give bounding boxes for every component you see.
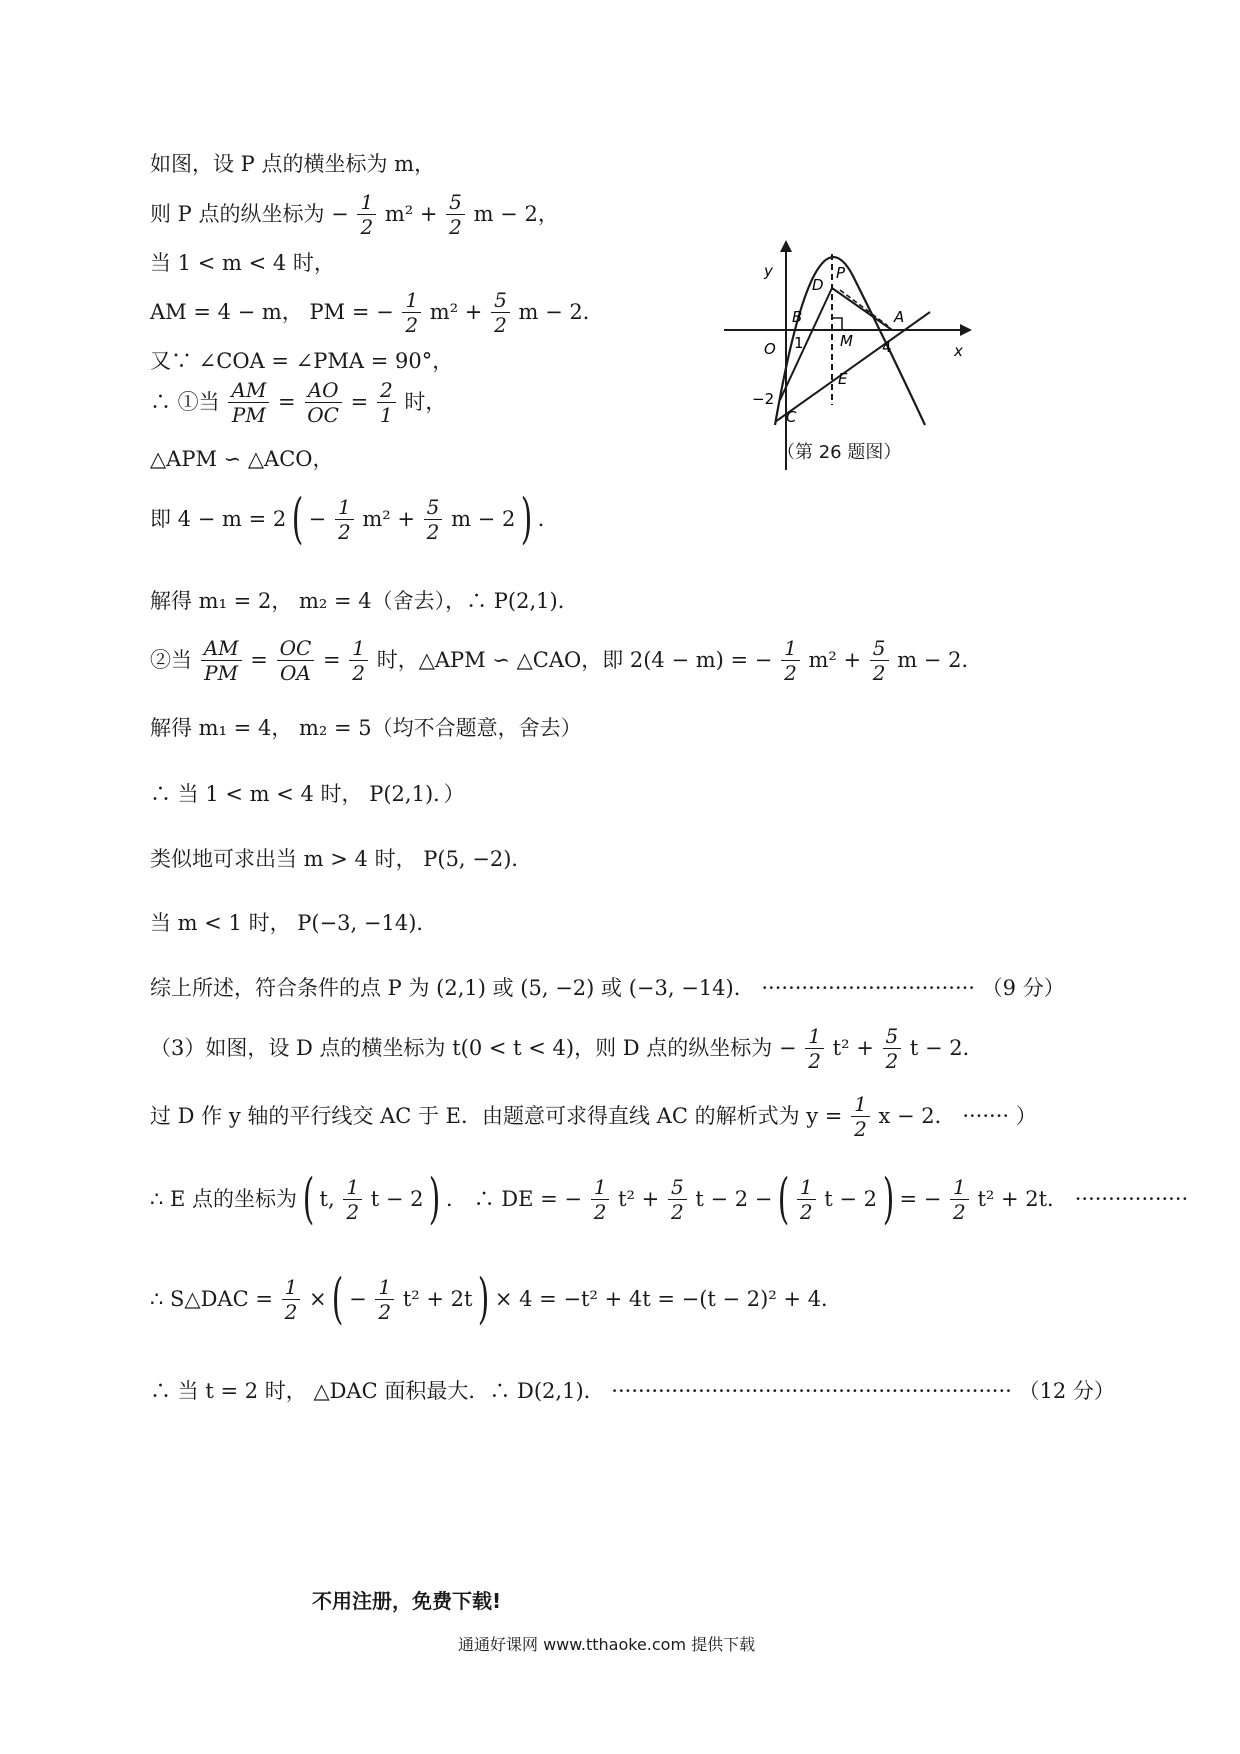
text: m² + <box>384 202 438 226</box>
text: 解得 m₁ = 2， m₂ = 4（舍去），∴ P(2,1)． <box>150 589 579 613</box>
fraction: $\frac{1}{2}$ <box>349 638 368 683</box>
fraction: $\frac{1}{2}$ <box>335 497 354 542</box>
solution-line-11 <box>150 717 582 739</box>
left-paren: ( <box>332 1267 344 1330</box>
fraction: $\frac{5}{2}$ <box>491 290 510 335</box>
fraction: $\frac{1}{2}$ <box>950 1177 969 1222</box>
text: × <box>309 1286 327 1311</box>
text: 类似地可求出当 m > 4 时， P(5, −2)． <box>150 847 533 871</box>
text: = <box>322 648 341 672</box>
fraction: $\frac{AM}{PM}$ <box>228 380 269 425</box>
fraction: $\frac{1}{2}$ <box>851 1094 870 1139</box>
text: 时， <box>404 390 447 414</box>
solution-line-17 <box>150 1094 1037 1139</box>
fraction: $\frac{5}{2}$ <box>668 1177 687 1222</box>
solution-line-20 <box>150 1380 1115 1402</box>
label-c: C <box>786 408 797 426</box>
text: t² + <box>832 1036 874 1060</box>
text: t − 2． <box>909 1036 984 1060</box>
figure-caption: （第 26 题图） <box>777 442 902 463</box>
label-one: 1 <box>794 334 804 352</box>
parabola-figure <box>720 240 980 470</box>
text: t² + 2t． ················· <box>977 1186 1189 1211</box>
text: 解得 m₁ = 4， m₂ = 5（均不合题意，舍去） <box>150 716 582 740</box>
text: ∴ 当 t = 2 时， △DAC 面积最大．∴ D(2,1)． ···························································· （12 分） <box>150 1379 1115 1403</box>
site-credit: 通通好课网 www.tthaoke.com 提供下载 <box>458 1635 756 1654</box>
fraction: $\frac{5}{2}$ <box>446 192 465 237</box>
text: × 4 = −t² + 4t = −(t − 2)² + 4． <box>494 1286 843 1311</box>
text: 综上所述，符合条件的点 P 为 (2,1) 或 (5, −2) 或 (−3, −14)． ································ （9 分） <box>150 976 1065 1000</box>
left-paren: ( <box>291 487 304 550</box>
text: − <box>349 1286 367 1311</box>
text: m − 2． <box>518 300 604 324</box>
text: ． <box>537 506 559 531</box>
text: m − 2， <box>473 202 559 226</box>
text: △APM ∽ △ACO， <box>150 447 334 471</box>
solution-line-18 <box>150 1167 1189 1230</box>
text: t² + <box>618 1186 660 1211</box>
right-angle-mark <box>832 318 842 330</box>
left-paren: ( <box>777 1167 790 1230</box>
label-d: D <box>812 276 824 294</box>
solution-line-6 <box>150 380 446 425</box>
promo-text: 不用注册，免费下载! <box>312 1589 502 1613</box>
text: ∴ S△DAC = <box>150 1286 273 1311</box>
solution-line-15 <box>150 977 1065 999</box>
solution-line-5 <box>150 350 453 372</box>
label-o: O <box>764 340 776 358</box>
text: ②当 <box>150 648 192 672</box>
label-a: A <box>894 308 905 326</box>
text: 过 D 作 y 轴的平行线交 AC 于 E．由题意可求得直线 AC 的解析式为 y = <box>150 1104 843 1128</box>
fraction: $\frac{1}{2}$ <box>357 192 376 237</box>
text: 如图，设 P 点的横坐标为 m， <box>150 152 436 176</box>
label-b: B <box>792 308 803 326</box>
text: AM = 4 − m， PM = − <box>150 300 394 324</box>
text: 当 1 < m < 4 时， <box>150 251 335 275</box>
solution-line-7 <box>150 448 334 470</box>
label-y: y <box>764 262 773 280</box>
text: = <box>277 390 296 414</box>
label-x: x <box>954 342 963 360</box>
text: x − 2． ······· ） <box>878 1104 1037 1128</box>
text: （3）如图，设 D 点的横坐标为 t(0 < t < 4)，则 D 点的纵坐标为 − <box>150 1036 797 1060</box>
solution-line-10 <box>150 638 982 683</box>
solution-line-12 <box>150 783 465 805</box>
fraction: $\frac{AO}{OC}$ <box>304 380 342 425</box>
fraction: $\frac{AM}{PM}$ <box>201 638 242 683</box>
solution-line-16 <box>150 1026 984 1071</box>
solution-line-19 <box>150 1267 843 1330</box>
text: ∴ ①当 <box>150 390 220 414</box>
label-four: 4 <box>882 338 892 356</box>
label-e: E <box>838 370 848 388</box>
text: m − 2． <box>897 648 983 672</box>
fraction: $\frac{1}{2}$ <box>591 1177 610 1222</box>
fraction: $\frac{5}{2}$ <box>424 497 443 542</box>
fraction: $\frac{1}{2}$ <box>375 1277 394 1322</box>
solution-line-3 <box>150 252 335 274</box>
text: 又∵ ∠COA = ∠PMA = 90°， <box>150 349 454 373</box>
label-p: P <box>836 264 846 282</box>
solution-line-14 <box>150 912 437 934</box>
text: m − 2 <box>451 506 516 531</box>
text: − <box>308 506 327 531</box>
solution-line-2 <box>150 192 559 237</box>
line-cd <box>780 288 832 400</box>
fraction: $\frac{5}{2}$ <box>870 638 889 683</box>
left-paren: ( <box>302 1167 315 1230</box>
fraction: $\frac{OC}{OA}$ <box>277 638 315 683</box>
text: m² + <box>808 648 862 672</box>
text: m² + <box>362 506 415 531</box>
text: ． ∴ DE = − <box>445 1186 582 1211</box>
fraction: $\frac{2}{1}$ <box>377 380 396 425</box>
fraction: $\frac{1}{2}$ <box>797 1177 816 1222</box>
text: = <box>250 648 268 672</box>
text: ∴ E 点的坐标为 <box>150 1186 298 1211</box>
fraction: $\frac{1}{2}$ <box>402 290 421 335</box>
text: t² + 2t <box>402 1286 473 1311</box>
text: 时，△APM ∽ △CAO，即 2(4 − m) = − <box>376 648 773 672</box>
text: ∴ 当 1 < m < 4 时， P(2,1)．） <box>150 782 465 806</box>
fraction: $\frac{1}{2}$ <box>343 1177 362 1222</box>
x-axis-arrow <box>960 324 972 336</box>
solution-line-4 <box>150 290 604 335</box>
line-ac <box>775 312 930 422</box>
right-paren: ) <box>520 487 533 550</box>
fraction: $\frac{5}{2}$ <box>883 1026 902 1071</box>
y-axis-arrow <box>780 240 792 252</box>
text: t − 2 − <box>695 1186 773 1211</box>
label-minus-two: −2 <box>752 390 775 408</box>
right-paren: ) <box>477 1267 490 1330</box>
label-m: M <box>840 332 853 350</box>
solution-line-9 <box>150 590 579 612</box>
text: = − <box>899 1186 942 1211</box>
solution-line-13 <box>150 848 532 870</box>
text: = <box>350 390 369 414</box>
text: 则 P 点的纵坐标为 − <box>150 202 349 226</box>
text: t − 2 <box>824 1186 878 1211</box>
text: 即 4 − m = 2 <box>150 506 287 531</box>
text: t, <box>319 1186 335 1211</box>
dashed-pa <box>840 290 888 326</box>
text: m² + <box>429 300 483 324</box>
text: t − 2 <box>370 1186 424 1211</box>
fraction: $\frac{1}{2}$ <box>805 1026 824 1071</box>
fraction: $\frac{1}{2}$ <box>282 1277 301 1322</box>
right-paren: ) <box>428 1167 441 1230</box>
right-paren: ) <box>882 1167 895 1230</box>
solution-line-8 <box>150 487 559 550</box>
fraction: $\frac{1}{2}$ <box>781 638 800 683</box>
solution-line-1 <box>150 153 435 175</box>
text: 当 m < 1 时， P(−3, −14)． <box>150 911 438 935</box>
